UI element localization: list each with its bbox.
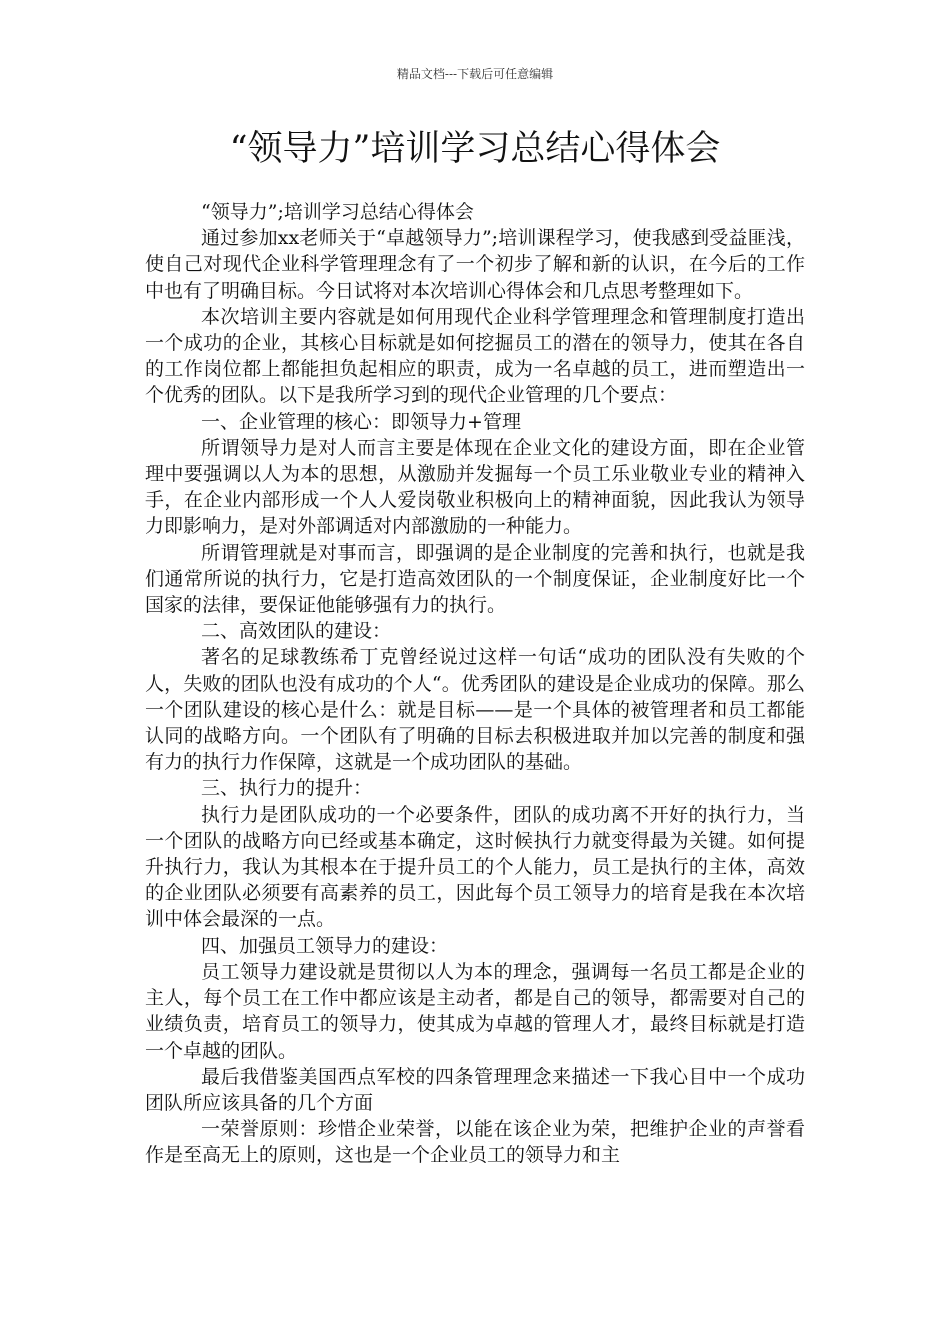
document-title: “领导力”培训学习总结心得体会 xyxy=(229,129,721,169)
paragraph-subtitle: “领导力”;培训学习总结心得体会 xyxy=(201,201,474,223)
paragraph-overview: 本次培训主要内容就是如何用现代企业科学管理理念和管理制度打造出一个成功的企业，其核心目标就是如何挖掘员工的潜在的领导力，使其在各自的工作岗位都上都能担负起相应的职责，成为一名卓越的员工，进而塑造出一个优秀的团队。以下是我所学习到的现代企业管理的几个要点： xyxy=(145,305,805,407)
paragraph-honor-principle: 一荣誉原则：珍惜企业荣誉，以能在该企业为荣，把维护企业的声誉看作是至高无上的原则，这也是一个企业员工的领导力和主 xyxy=(145,1118,805,1167)
document-body xyxy=(145,199,805,1169)
paragraph-execution: 执行力是团队成功的一个必要条件，团队的成功离不开好的执行力，当一个团队的战略方向已经或基本确定，这时候执行力就变得最为关键。如何提升执行力，我认为其根本在于提升员工的个人能力，员工是执行的主体，高效的企业团队必须要有高素养的员工，因此每个员工领导力的培育是我在本次培训中体会最深的一点。 xyxy=(145,803,805,931)
page-header-note: 精品文档---下载后可任意编辑 xyxy=(396,67,554,81)
paragraph-team: 著名的足球教练希丁克曾经说过这样一句话“成功的团队没有失败的个人，失败的团队也没有成功的个人“。优秀团队的建设是企业成功的保障。那么一个团队建设的核心是什么：就是目标——是一个具体的被管理者和员工都能认同的战略方向。一个团队有了明确的目标去积极进取并加以完善的制度和强有力的执行力作保障，这就是一个成功团队的基础。 xyxy=(145,646,805,774)
paragraph-intro: 通过参加xx老师关于“卓越领导力”;培训课程学习，使我感到受益匪浅，使自己对现代企业科学管理理念有了一个初步了解和新的认识，在今后的工作中也有了明确目标。今日试将对本次培训心得体会和几点思考整理如下。 xyxy=(145,227,805,302)
paragraph-employee-leadership: 员工领导力建设就是贯彻以人为本的理念，强调每一名员工都是企业的主人，每个员工在工作中都应该是主动者，都是自己的领导，都需要对自己的业绩负责，培育员工的领导力，使其成为卓越的管理人才，最终目标就是打造一个卓越的团队。 xyxy=(145,960,805,1062)
section-heading-1: 一、企业管理的核心：即领导力+管理 xyxy=(201,410,521,433)
paragraph-management: 所谓管理就是对事而言，即强调的是企业制度的完善和执行，也就是我们通常所说的执行力，它是打造高效团队的一个制度保证，企业制度好比一个国家的法律，要保证他能够强有力的执行。 xyxy=(145,541,805,617)
paragraph-leadership: 所谓领导力是对人而言主要是体现在企业文化的建设方面，即在企业管理中要强调以人为本的思想，从激励并发掘每一个员工乐业敬业专业的精神入手，在企业内部形成一个人人爱岗敬业积极向上的精神面貌，因此我认为领导力即影响力，是对外部调适对内部激励的一种能力。 xyxy=(145,436,805,538)
section-heading-3: 三、执行力的提升： xyxy=(201,777,373,800)
section-heading-2: 二、高效团队的建设： xyxy=(201,620,392,643)
paragraph-westpoint: 最后我借鉴美国西点军校的四条管理理念来描述一下我心目中一个成功团队所应该具备的几个方面 xyxy=(145,1065,805,1114)
section-heading-4: 四、加强员工领导力的建设： xyxy=(201,934,449,957)
